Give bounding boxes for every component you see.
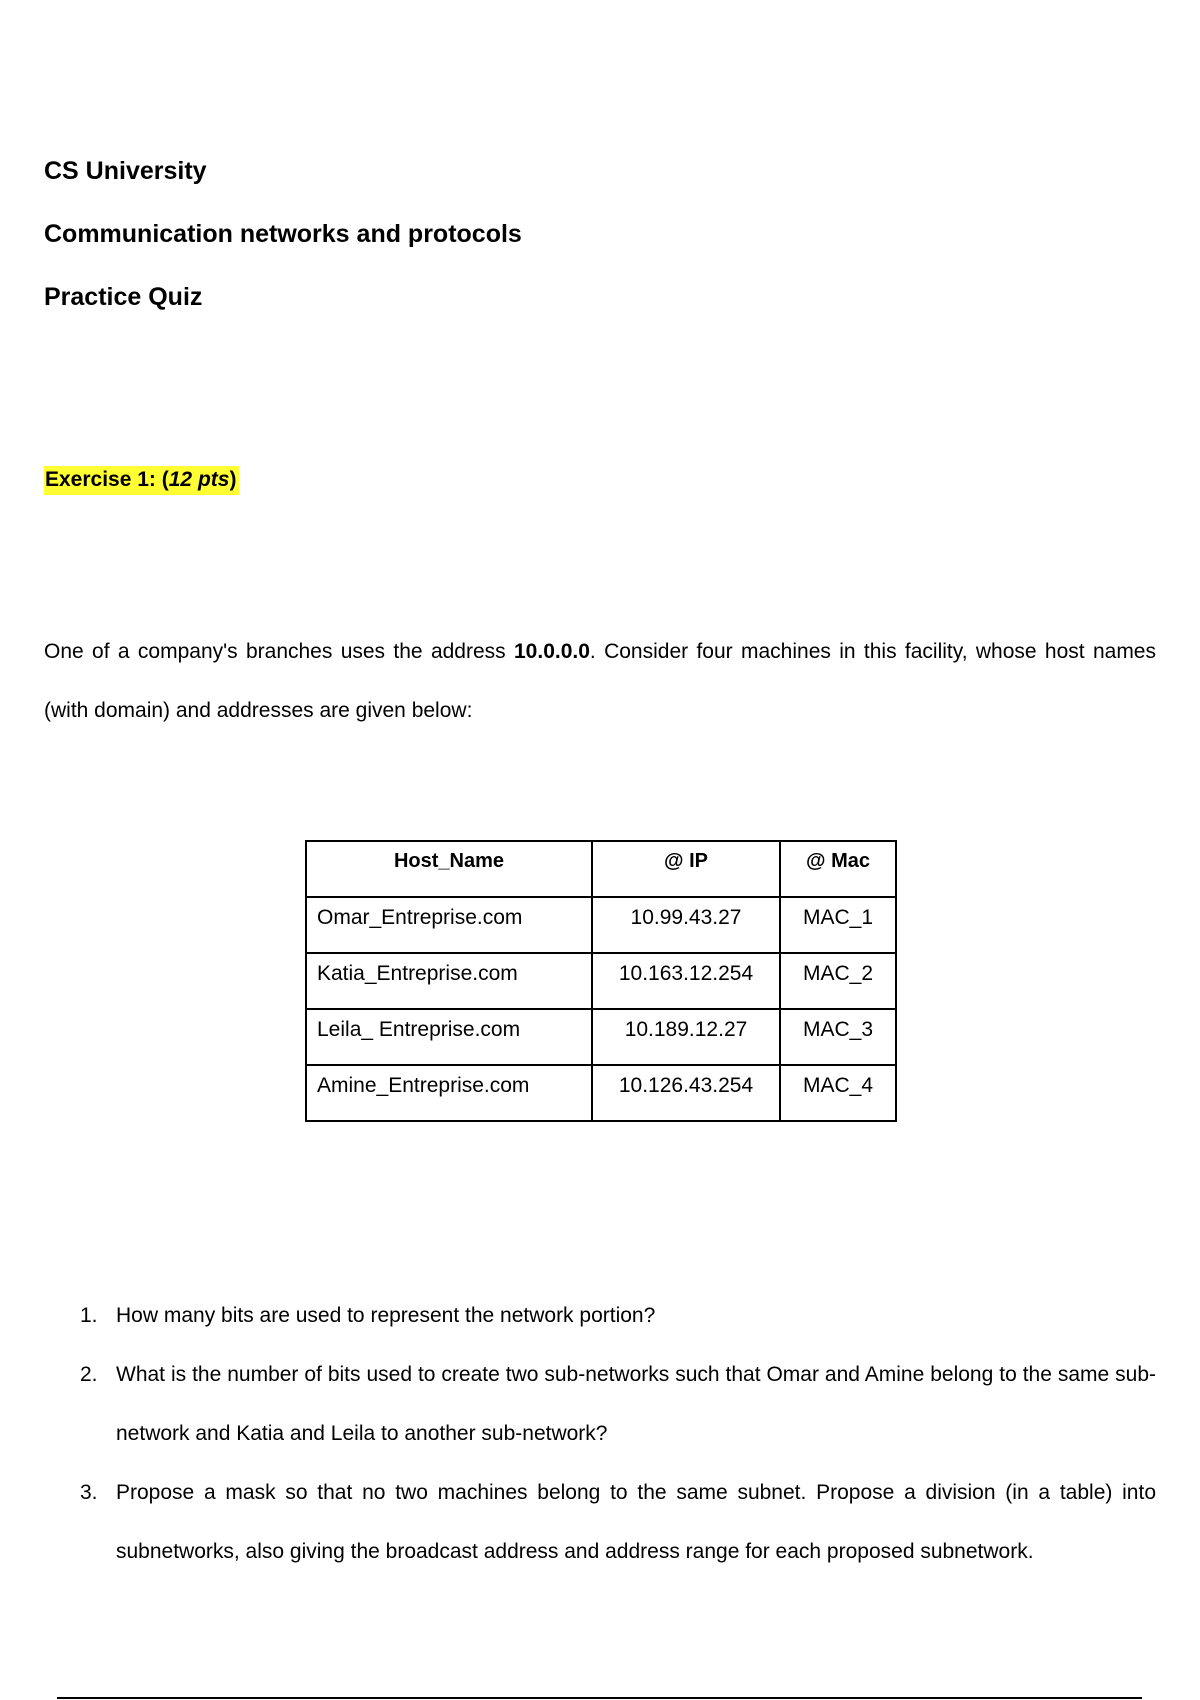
network-address: 10.0.0.0 [514,640,590,663]
column-header-ip: @ IP [592,841,780,897]
host-name-cell: Omar_Entreprise.com [306,897,592,953]
question-number: 1. [80,1304,98,1327]
intro-text-end: . Consider four machines in this facility, whose host names (with domain) and addresses are given below: [44,640,1156,722]
table-row [306,1065,896,1121]
question-item [44,1345,1156,1463]
question-item [44,1286,1156,1345]
course-title: Communication networks and protocols [44,220,522,248]
mac-cell: MAC_3 [780,1009,896,1065]
host-name-cell: Katia_Entreprise.com [306,953,592,1009]
question-number: 3. [80,1481,98,1504]
table-row [306,953,896,1009]
mac-cell: MAC_4 [780,1065,896,1121]
column-header-host-name: Host_Name [306,841,592,897]
question-item [44,1463,1156,1581]
ip-cell: 10.163.12.254 [592,953,780,1009]
mac-cell: MAC_1 [780,897,896,953]
table-header-row [306,841,896,897]
exercise-points: 12 pts [168,468,230,491]
column-header-mac: @ Mac [780,841,896,897]
ip-cell: 10.189.12.27 [592,1009,780,1065]
question-text: Propose a mask so that no two machines belong to the same subnet. Propose a division (in a table) into subnetworks, also giving the broadcast address and address range for each proposed subnetwork. [116,1481,1156,1563]
table-row [306,897,896,953]
ip-cell: 10.126.43.254 [592,1065,780,1121]
exercise-label: Exercise 1: ( [45,468,169,491]
question-number: 2. [80,1363,98,1386]
table-row [306,1009,896,1065]
quiz-title: Practice Quiz [44,283,203,311]
footer-divider [57,1697,1142,1699]
mac-cell: MAC_2 [780,953,896,1009]
question-text: What is the number of bits used to create two sub-networks such that Omar and Amine belong to the same sub-network and Katia and Leila to another sub-network? [116,1363,1156,1445]
exercise-heading [44,466,239,495]
host-name-cell: Amine_Entreprise.com [306,1065,592,1121]
question-text: How many bits are used to represent the network portion? [116,1304,656,1327]
university-name: CS University [44,157,207,185]
question-list [44,1286,1156,1581]
exercise-label-close: ) [229,468,237,491]
host-name-cell: Leila_ Entreprise.com [306,1009,592,1065]
intro-paragraph [44,622,1156,740]
hosts-table [305,840,897,1122]
ip-cell: 10.99.43.27 [592,897,780,953]
intro-text-start: One of a company's branches uses the address [44,640,514,663]
